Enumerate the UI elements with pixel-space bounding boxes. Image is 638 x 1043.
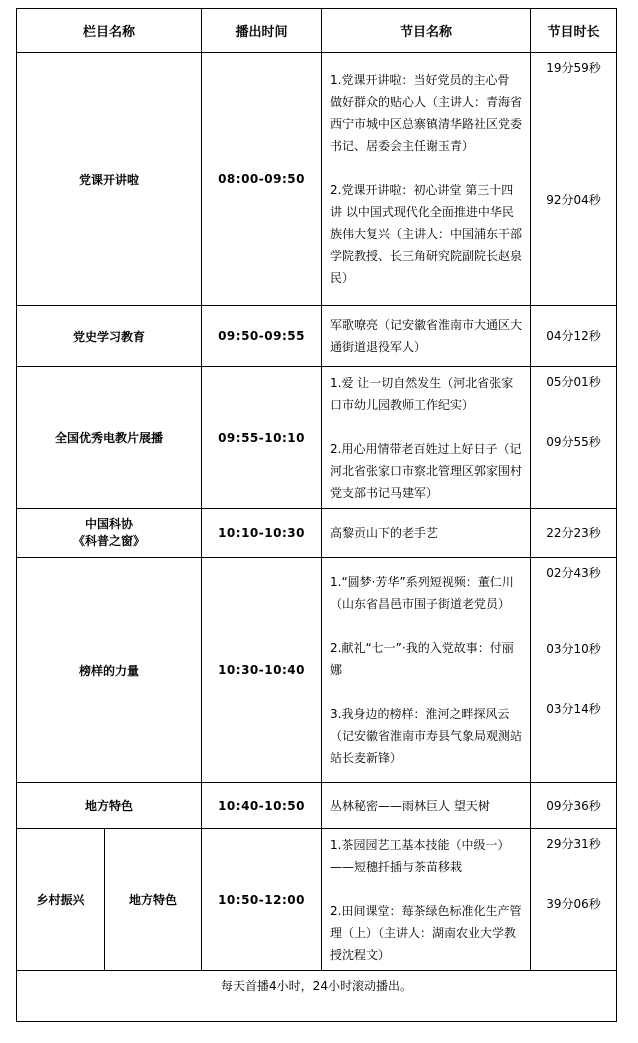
- duration-cell: [531, 367, 617, 509]
- program-item: 2.用心用情带老百姓过上好日子（记河北省张家口市察北管理区郭家围村党支部书记马建军）: [330, 441, 523, 500]
- program-list: [322, 306, 531, 367]
- duration-value: 29分31秒: [546, 837, 601, 851]
- program-item: 1.党课开讲啦：当好党员的主心骨 做好群众的贴心人（主讲人：青海省西宁市城中区总寨镇清华路社区党委书记、居委会主任谢玉青）: [330, 73, 523, 153]
- program-item: 2.献礼“七一”·我的入党故事：付丽娜: [330, 641, 514, 677]
- program-item: 丛林秘密——雨林巨人 望天树: [330, 798, 490, 813]
- duration-value: 05分01秒: [546, 375, 601, 389]
- program-item: 3.我身边的榜样：淮河之畔探风云（记安徽省淮南市寿县气象局观测站站长麦新锋）: [330, 707, 523, 765]
- duration-value: 03分14秒: [546, 702, 601, 716]
- duration-cell: [531, 53, 617, 306]
- column-name: 地方特色: [17, 783, 202, 829]
- air-time: 10:40-10:50: [202, 783, 322, 829]
- footer-note: 每天首播4小时，24小时滚动播出。: [17, 971, 617, 1022]
- duration-cell: [531, 558, 617, 783]
- air-time: 09:50-09:55: [202, 306, 322, 367]
- table-row: [17, 306, 617, 367]
- program-list: [322, 783, 531, 829]
- schedule-table: [16, 8, 617, 1022]
- program-item: 2.田间课堂：莓茶绿色标准化生产管理（上）（主讲人：湖南农业大学教授沈程文）: [330, 903, 522, 962]
- program-item: 军歌嘹亮（记安徽省淮南市大通区大通街道退役军人）: [330, 318, 523, 354]
- duration-value: 39分06秒: [546, 897, 601, 911]
- program-item: 1.爱 让一切自然发生（河北省张家口市幼儿园教师工作纪实）: [330, 375, 514, 412]
- table-row: [17, 509, 617, 558]
- column-name: 全国优秀电教片展播: [17, 367, 202, 509]
- column-name-line: 《科普之窗》: [73, 534, 146, 548]
- header-row: [17, 9, 617, 53]
- program-list: [322, 367, 531, 509]
- duration-cell: [531, 829, 617, 971]
- column-name: [17, 509, 202, 558]
- air-time: 10:30-10:40: [202, 558, 322, 783]
- program-list: [322, 509, 531, 558]
- duration-value: 09分55秒: [546, 435, 601, 449]
- column-name: 榜样的力量: [17, 558, 202, 783]
- program-list: [322, 829, 531, 971]
- program-list: [322, 558, 531, 783]
- duration-value: 22分23秒: [531, 509, 617, 558]
- column-name: 党史学习教育: [17, 306, 202, 367]
- air-time: 09:55-10:10: [202, 367, 322, 509]
- column-name: 乡村振兴: [17, 829, 105, 971]
- program-item: 1.茶园园艺工基本技能（中级一）——短穗扦插与茶苗移栽: [330, 837, 510, 874]
- header-air-time: 播出时间: [202, 9, 322, 53]
- air-time: 10:50-12:00: [202, 829, 322, 971]
- air-time: 08:00-09:50: [202, 53, 322, 306]
- table-row: [17, 53, 617, 306]
- program-item: 高黎贡山下的老手艺: [330, 526, 439, 540]
- duration-value: 03分10秒: [546, 642, 601, 656]
- program-item: 1.“圆梦·芳华”系列短视频：董仁川（山东省昌邑市围子街道老党员）: [330, 575, 514, 611]
- duration-value: 04分12秒: [531, 306, 617, 367]
- table-row: [17, 783, 617, 829]
- table-row: [17, 367, 617, 509]
- column-name: 党课开讲啦: [17, 53, 202, 306]
- program-item: 2.党课开讲啦：初心讲堂 第三十四讲 以中国式现代化全面推进中华民族伟大复兴（主讲人：中国浦东干部学院教授、长三角研究院副院长赵泉民）: [330, 183, 523, 285]
- header-program-name: 节目名称: [322, 9, 531, 53]
- air-time: 10:10-10:30: [202, 509, 322, 558]
- table-row: [17, 558, 617, 783]
- subcolumn-name: 地方特色: [105, 829, 202, 971]
- duration-value: 19分59秒: [546, 61, 601, 75]
- footer-row: [17, 971, 617, 1022]
- header-duration: 节目时长: [531, 9, 617, 53]
- duration-value: 02分43秒: [546, 566, 601, 580]
- duration-value: 92分04秒: [546, 193, 601, 207]
- column-name-line: 中国科协: [85, 517, 134, 531]
- duration-value: 09分36秒: [531, 783, 617, 829]
- program-list: [322, 53, 531, 306]
- header-column-name: 栏目名称: [17, 9, 202, 53]
- table-row: [17, 829, 617, 971]
